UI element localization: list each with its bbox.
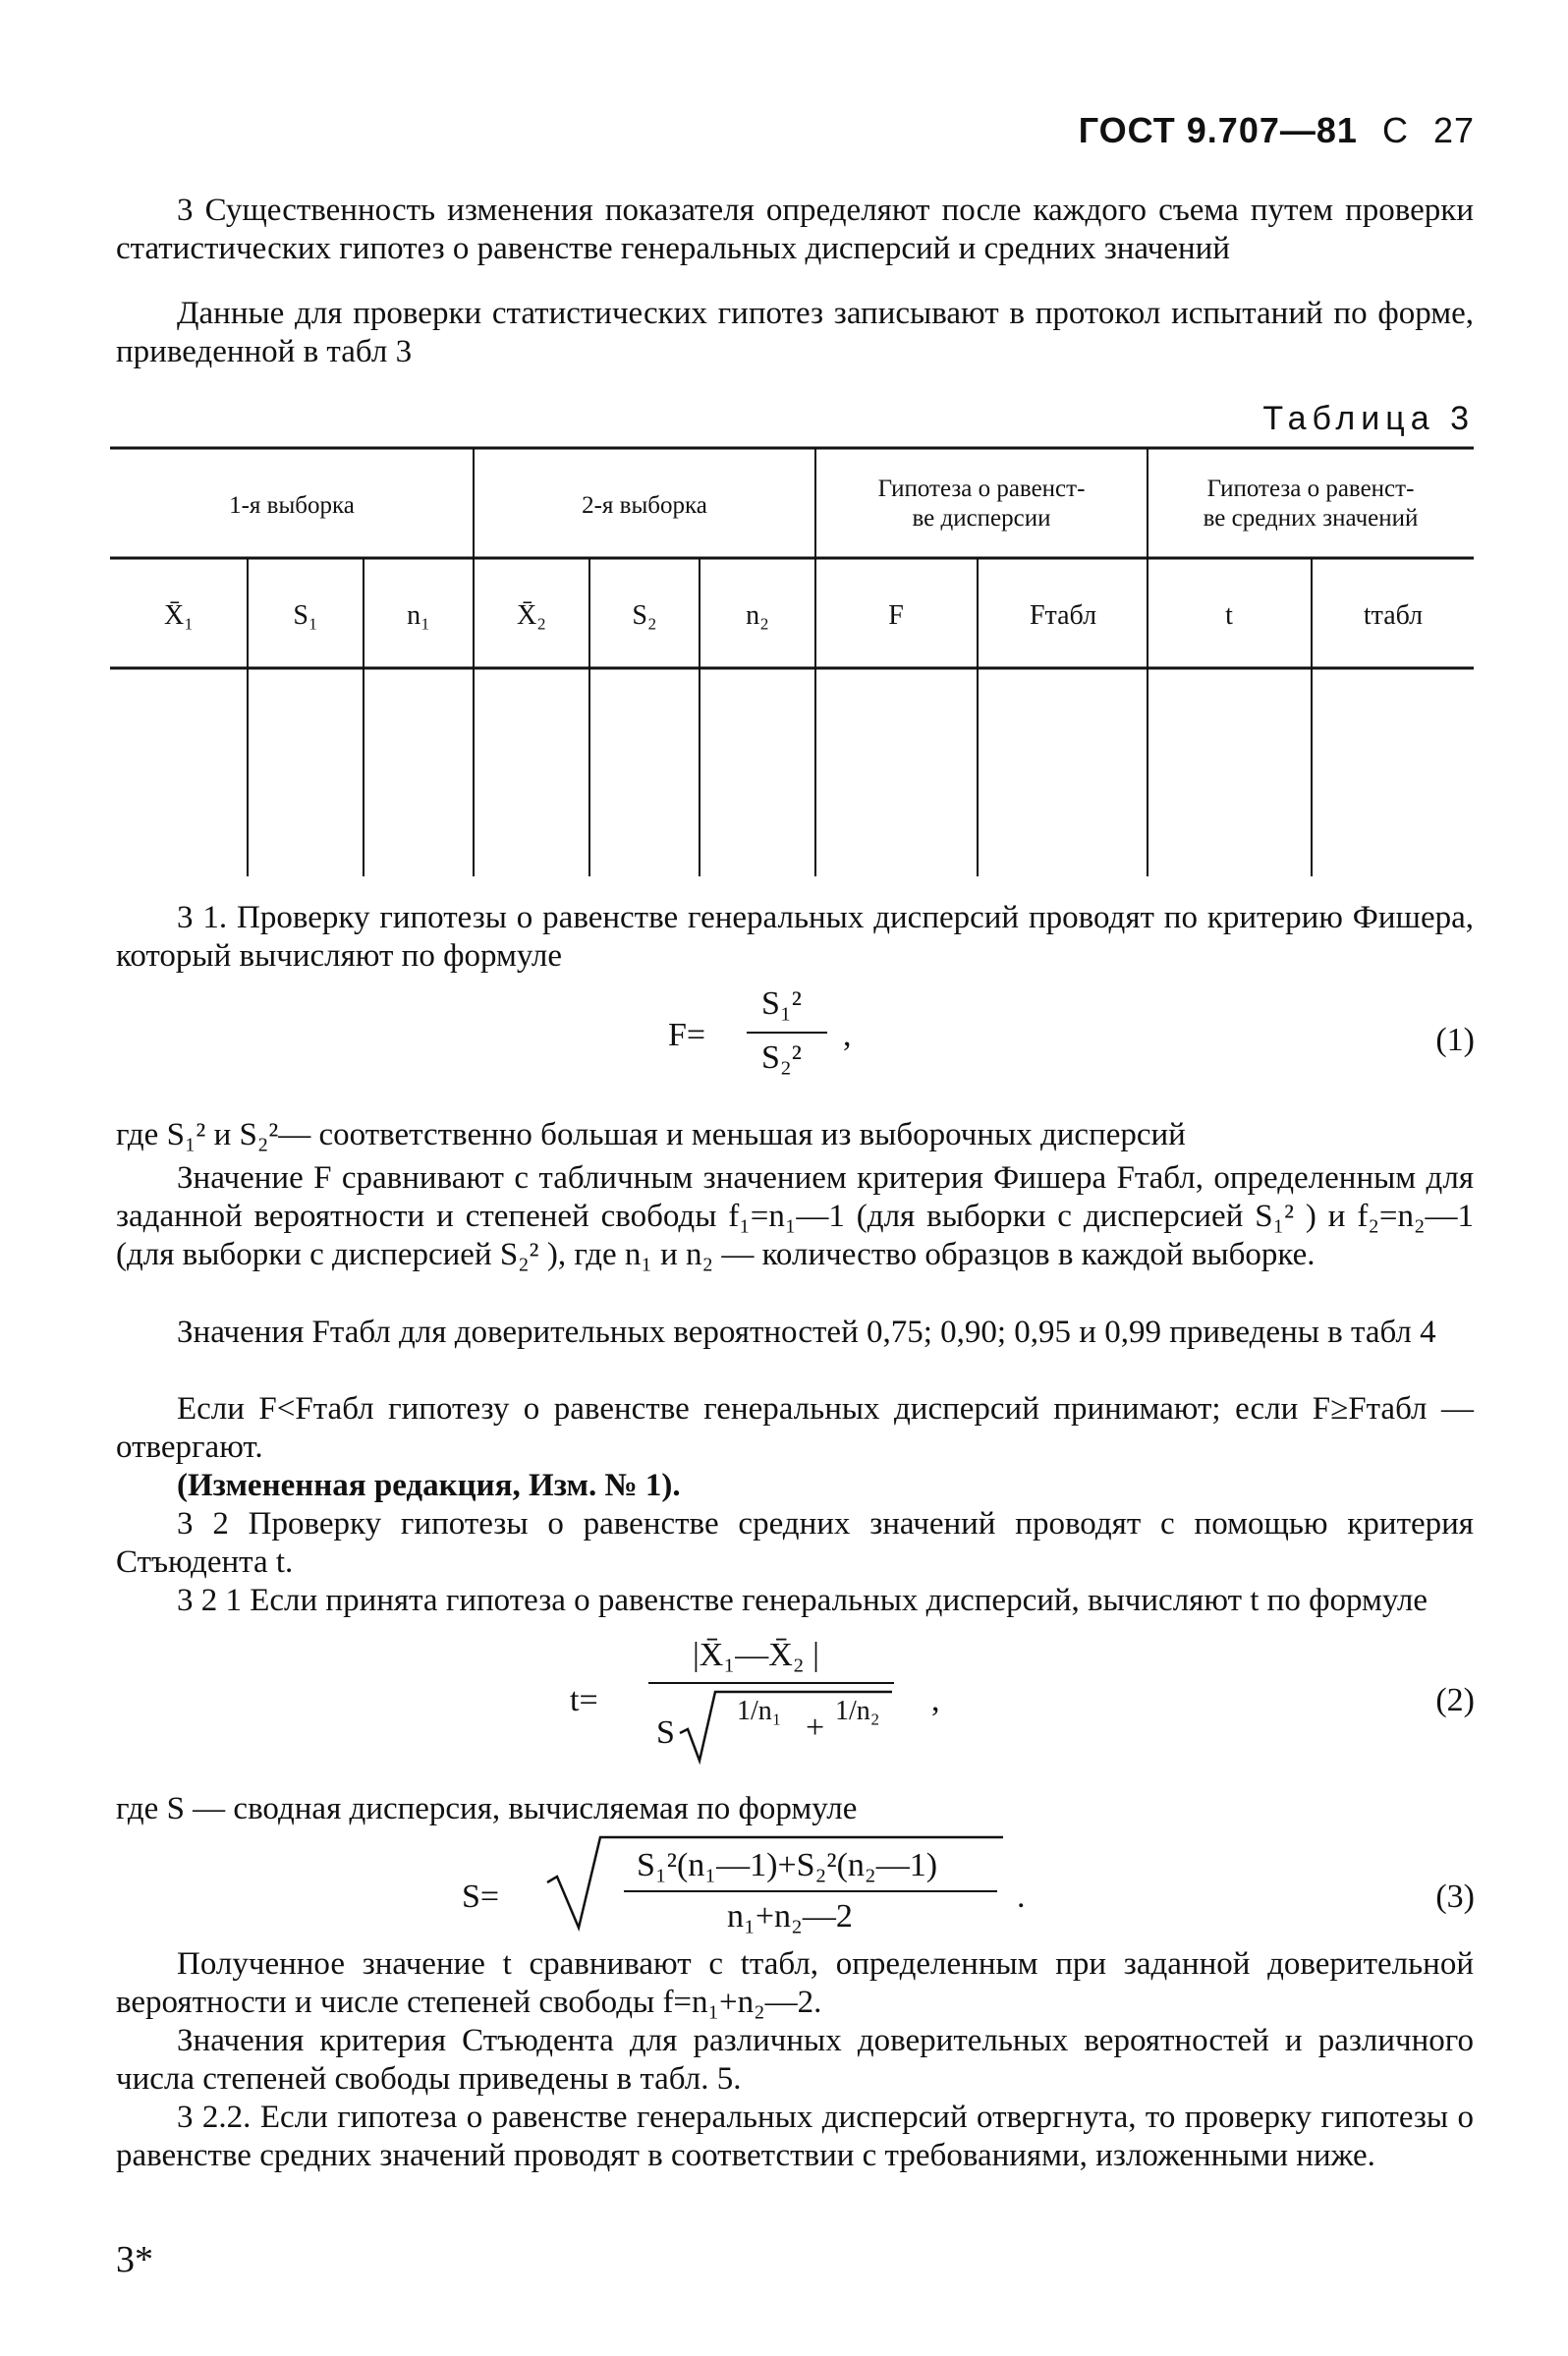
formula-2-lhs: t=: [570, 1682, 598, 1718]
paragraph-3-2-1-table5: Значения критерия Стъюдента для различных доверительных вероятностей и различного числа степеней свободы приведены в табл. 5.: [116, 2023, 1474, 2097]
paragraph-3-1: 3 1. Проверку гипотезы о равенстве генеральных дисперсий проводят по критерию Фишера, который вычисляют по формуле: [116, 900, 1474, 974]
table-caption: Таблица 3: [1262, 400, 1475, 437]
paragraph-3-data: Данные для проверки статистических гипотез записывают в протокол испытаний по форме, приведенной в табл 3: [116, 296, 1474, 369]
table-column-header: n₂: [746, 600, 769, 631]
table-group-header: Гипотеза о равенст-: [1206, 476, 1415, 502]
formula-3-period: .: [1017, 1879, 1026, 1915]
table-group-header: 2-я выборка: [582, 492, 707, 519]
paragraph-3-2-1-compare: Полученное значение t сравнивают с tтабл, определенным при заданной доверительной вероятности и числе степеней свободы f=n₁+n₂—2.: [116, 1946, 1474, 2020]
formula-1-comma: ,: [843, 1017, 852, 1053]
paragraph-3: 3 Существенность изменения показателя определяют после каждого съема путем проверки статистических гипотез о равенстве генеральных дисперсий и средних значений: [116, 193, 1474, 266]
formula-3-denominator: n₁+n₂—2: [727, 1898, 853, 1935]
formula-1-number: (1): [1435, 1022, 1475, 1058]
table-column-header: S₁: [293, 600, 318, 631]
formula-2-term-a: 1/n₁: [737, 1696, 782, 1726]
paragraph-3-2-1: 3 2 1 Если принята гипотеза о равенстве генеральных дисперсий, вычисляют t по формуле: [177, 1583, 1428, 1618]
formula-2-fraction-bar: [648, 1682, 894, 1684]
paragraph-3-1-rule: Если F<Fтабл гипотезу о равенстве генеральных дисперсий принимают; если F≥Fтабл — отвергают.: [116, 1391, 1474, 1465]
formula-2-number: (2): [1435, 1682, 1475, 1718]
formula-1-fraction-bar: [747, 1032, 827, 1034]
formula-3-numerator: S₁²(n₁—1)+S₂²(n₂—1): [637, 1847, 938, 1883]
table-column-header: X̄₁: [164, 600, 194, 631]
where-summary-dispersion: где S — сводная дисперсия, вычисляемая по формуле: [116, 1791, 858, 1826]
paragraph-3-2: 3 2 Проверку гипотезы о равенстве средних значений проводят с помощью критерия Стъюдента t.: [116, 1506, 1474, 1580]
table-column-header: S₂: [632, 600, 657, 631]
paragraph-3-1-table4: Значения Fтабл для доверительных вероятностей 0,75; 0,90; 0,95 и 0,99 приведены в табл 4: [177, 1315, 1436, 1350]
standard-number: ГОСТ 9.707—81: [1078, 110, 1358, 150]
where-dispersions: где S₁² и S₂²— соответственно большая и меньшая из выборочных дисперсий: [116, 1117, 1186, 1152]
formula-3-fraction-bar: [624, 1890, 997, 1892]
table-column-header: t: [1225, 600, 1233, 631]
table-3: [0, 0, 1568, 884]
table-group-header: ве средних значений: [1203, 505, 1419, 532]
table-group-header: Гипотеза о равенст-: [877, 476, 1086, 502]
table-column-header: n₁: [407, 600, 430, 631]
formula-2-plus: +: [806, 1710, 825, 1746]
formula-1-denominator: S₂²: [761, 1039, 802, 1076]
formula-2-comma: ,: [931, 1682, 940, 1718]
table-column-header: X̄₂: [517, 600, 546, 631]
formula-2-term-b: 1/n₂: [835, 1696, 880, 1726]
section-letter: С: [1381, 110, 1409, 150]
formula-1-numerator: S₁²: [761, 985, 802, 1022]
table-column-header: F: [888, 600, 904, 631]
paragraph-3-1-fisher: Значение F сравнивают с табличным значением критерия Фишера Fтабл, определенным для заданной вероятности и степеней свободы f₁=n₁—1 (для выборки с дисперсией S₁² ) и f₂=n₂—1 (для выборки с дисперсией S₂² ), где n₁ и n₂ — количество образцов в каждой выборке.: [116, 1160, 1474, 1272]
table-column-header: Fтабл: [1029, 600, 1097, 631]
edit-note: (Измененная редакция, Изм. № 1).: [177, 1468, 681, 1503]
table-group-header: ве дисперсии: [912, 505, 1051, 532]
formula-2-numerator: |X̄₁—X̄₂ |: [693, 1637, 819, 1673]
table-group-header: 1-я выборка: [229, 492, 355, 519]
formula-3-number: (3): [1435, 1879, 1475, 1915]
table-column-header: tтабл: [1363, 600, 1424, 631]
formula-2-den-s: S: [656, 1714, 675, 1751]
page-number: 27: [1432, 110, 1475, 150]
formula-1-lhs: F=: [668, 1017, 706, 1053]
footer-mark: 3*: [116, 2239, 153, 2280]
paragraph-3-2-2: 3 2.2. Если гипотеза о равенстве генеральных дисперсий отвергнута, то проверку гипотезы о равенстве средних значений проводят в соответствии с требованиями, изложенными ниже.: [116, 2100, 1474, 2173]
formula-3-lhs: S=: [462, 1879, 500, 1915]
